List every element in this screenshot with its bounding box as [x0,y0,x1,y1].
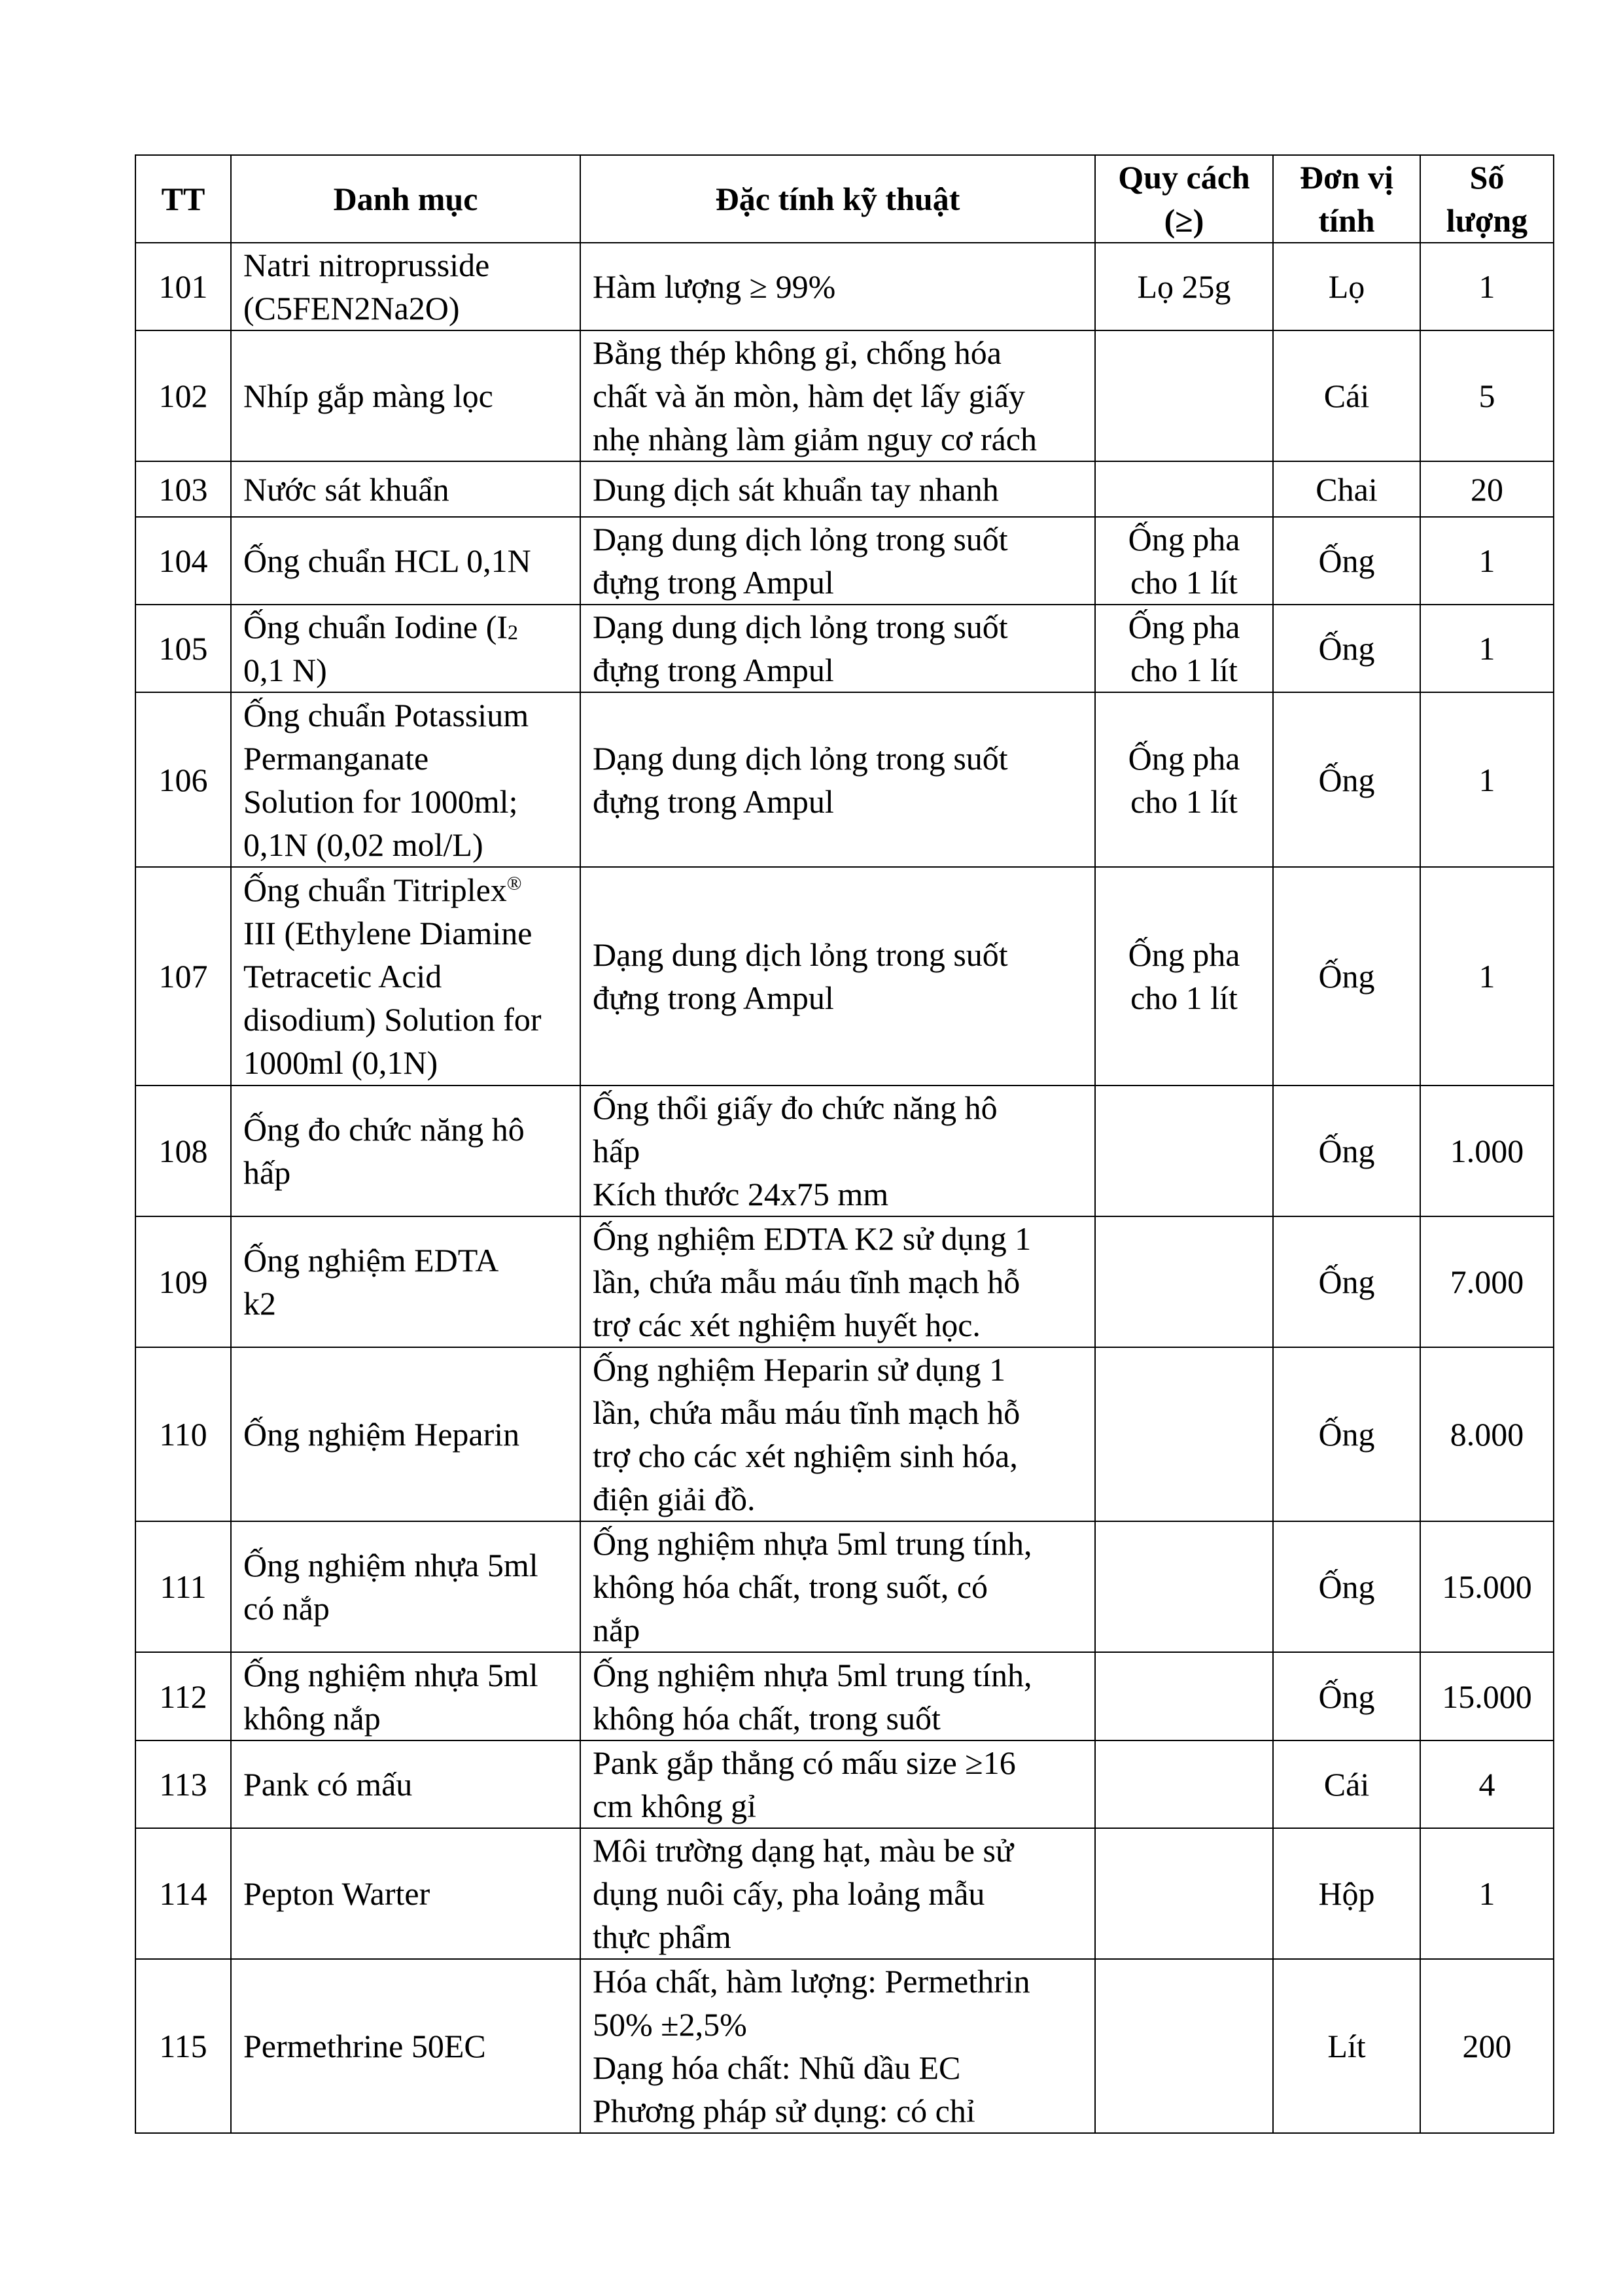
cell-so-luong: 7.000 [1420,1216,1554,1347]
cell-quy-cach [1095,1086,1273,1216]
table-row [135,692,1554,867]
cell-tt: 102 [135,330,231,461]
equipment-table [135,154,1554,2134]
cell-tt: 109 [135,1216,231,1347]
table-row [135,330,1554,461]
table-row [135,1740,1554,1828]
cell-quy-cach: Ống pha cho 1 lít [1095,605,1273,692]
cell-dac-tinh: Dạng dung dịch lỏng trong suốt đựng trong Ampul [580,692,1095,867]
table-row [135,1959,1554,2133]
table-row [135,1521,1554,1652]
cell-don-vi: Ống [1273,605,1420,692]
cell-quy-cach: Ống pha cho 1 lít [1095,517,1273,605]
cell-don-vi: Ống [1273,517,1420,605]
cell-dac-tinh: Dạng dung dịch lỏng trong suốt đựng trong Ampul [580,867,1095,1086]
cell-tt: 106 [135,692,231,867]
cell-so-luong: 1 [1420,692,1554,867]
cell-dac-tinh: Dạng dung dịch lỏng trong suốt đựng trong Ampul [580,605,1095,692]
cell-quy-cach [1095,461,1273,517]
cell-quy-cach [1095,1521,1273,1652]
cell-dac-tinh: Ống thổi giấy đo chức năng hô hấp Kích thước 24x75 mm [580,1086,1095,1216]
cell-danh-muc: Permethrine 50EC [231,1959,580,2133]
cell-tt: 107 [135,867,231,1086]
cell-danh-muc: Ống nghiệm nhựa 5ml có nắp [231,1521,580,1652]
header-so-luong: Số lượng [1420,155,1554,243]
cell-tt: 104 [135,517,231,605]
cell-don-vi: Lọ [1273,243,1420,330]
cell-dac-tinh: Môi trường dạng hạt, màu be sử dụng nuôi cấy, pha loảng mẫu thực phẩm [580,1828,1095,1959]
table-row [135,517,1554,605]
header-danh-muc: Danh mục [231,155,580,243]
table-row [135,867,1554,1086]
header-don-vi: Đơn vị tính [1273,155,1420,243]
cell-danh-muc: Ống đo chức năng hô hấp [231,1086,580,1216]
cell-quy-cach [1095,1347,1273,1521]
cell-danh-muc: Ống chuẩn Potassium Permanganate Solution for 1000ml; 0,1N (0,02 mol/L) [231,692,580,867]
cell-don-vi: Cái [1273,330,1420,461]
cell-quy-cach [1095,1959,1273,2133]
table-row [135,461,1554,517]
cell-dac-tinh: Pank gắp thẳng có mấu size ≥16 cm không gỉ [580,1740,1095,1828]
cell-don-vi: Ống [1273,1521,1420,1652]
cell-so-luong: 5 [1420,330,1554,461]
cell-tt: 108 [135,1086,231,1216]
cell-danh-muc: Natri nitroprusside (C5FEN2Na2O) [231,243,580,330]
cell-danh-muc: Ống chuẩn Titriplex® III (Ethylene Diamine Tetracetic Acid disodium) Solution for 1000ml (0,1N) [231,867,580,1086]
cell-quy-cach [1095,330,1273,461]
cell-danh-muc: Ống chuẩn Iodine ($I_2$ 0,1 N) [231,605,580,692]
cell-dac-tinh: Dung dịch sát khuẩn tay nhanh [580,461,1095,517]
table-header-row [135,155,1554,243]
cell-dac-tinh: Ống nghiệm nhựa 5ml trung tính, không hóa chất, trong suốt, có nắp [580,1521,1095,1652]
cell-dac-tinh: Bằng thép không gỉ, chống hóa chất và ăn mòn, hàm dẹt lấy giấy nhẹ nhàng làm giảm nguy cơ rách [580,330,1095,461]
cell-tt: 111 [135,1521,231,1652]
cell-tt: 114 [135,1828,231,1959]
cell-dac-tinh: Dạng dung dịch lỏng trong suốt đựng trong Ampul [580,517,1095,605]
cell-so-luong: 1 [1420,243,1554,330]
header-quy-cach: Quy cách (≥) [1095,155,1273,243]
cell-tt: 105 [135,605,231,692]
cell-tt: 103 [135,461,231,517]
cell-dac-tinh: Hóa chất, hàm lượng: Permethrin 50% ±2,5% Dạng hóa chất: Nhũ dầu EC Phương pháp sử dụng: có chỉ [580,1959,1095,2133]
subscript: 2 [508,620,519,644]
cell-don-vi: Ống [1273,1347,1420,1521]
table-row [135,605,1554,692]
cell-quy-cach [1095,1740,1273,1828]
cell-don-vi: Ống [1273,867,1420,1086]
header-tt: TT [135,155,231,243]
cell-so-luong: 8.000 [1420,1347,1554,1521]
cell-danh-muc: Ống nghiệm nhựa 5ml không nắp [231,1652,580,1740]
cell-tt: 110 [135,1347,231,1521]
cell-quy-cach: Ống pha cho 1 lít [1095,692,1273,867]
cell-don-vi: Cái [1273,1740,1420,1828]
table-row [135,1086,1554,1216]
header-dac-tinh: Đặc tính kỹ thuật [580,155,1095,243]
cell-danh-muc: Ống nghiệm Heparin [231,1347,580,1521]
cell-danh-muc: Ống nghiệm EDTA k2 [231,1216,580,1347]
cell-quy-cach [1095,1652,1273,1740]
cell-don-vi: Ống [1273,1652,1420,1740]
cell-danh-muc: Pepton Warter [231,1828,580,1959]
cell-quy-cach [1095,1828,1273,1959]
cell-dac-tinh: Ống nghiệm nhựa 5ml trung tính, không hóa chất, trong suốt [580,1652,1095,1740]
table-row [135,243,1554,330]
cell-tt: 112 [135,1652,231,1740]
cell-quy-cach [1095,1216,1273,1347]
cell-so-luong: 1.000 [1420,1086,1554,1216]
cell-don-vi: Ống [1273,692,1420,867]
table-row [135,1216,1554,1347]
cell-so-luong: 15.000 [1420,1652,1554,1740]
cell-don-vi: Lít [1273,1959,1420,2133]
cell-don-vi: Hộp [1273,1828,1420,1959]
cell-danh-muc: Nhíp gắp màng lọc [231,330,580,461]
cell-danh-muc: Ống chuẩn HCL 0,1N [231,517,580,605]
cell-dac-tinh: Ống nghiệm Heparin sử dụng 1 lần, chứa mẫu máu tĩnh mạch hỗ trợ cho các xét nghiệm sinh hóa, điện giải đồ. [580,1347,1095,1521]
table-row [135,1652,1554,1740]
cell-so-luong: 1 [1420,517,1554,605]
cell-so-luong: 1 [1420,867,1554,1086]
cell-danh-muc: Nước sát khuẩn [231,461,580,517]
cell-so-luong: 200 [1420,1959,1554,2133]
cell-quy-cach: Lọ 25g [1095,243,1273,330]
cell-don-vi: Ống [1273,1086,1420,1216]
cell-dac-tinh: Ống nghiệm EDTA K2 sử dụng 1 lần, chứa mẫu máu tĩnh mạch hỗ trợ các xét nghiệm huyết học. [580,1216,1095,1347]
cell-so-luong: 15.000 [1420,1521,1554,1652]
registered-mark: ® [506,872,522,894]
cell-so-luong: 20 [1420,461,1554,517]
cell-quy-cach: Ống pha cho 1 lít [1095,867,1273,1086]
cell-don-vi: Chai [1273,461,1420,517]
cell-so-luong: 1 [1420,1828,1554,1959]
cell-danh-muc: Pank có mấu [231,1740,580,1828]
cell-dac-tinh: Hàm lượng ≥ 99% [580,243,1095,330]
table-row [135,1347,1554,1521]
cell-don-vi: Ống [1273,1216,1420,1347]
cell-tt: 115 [135,1959,231,2133]
cell-tt: 113 [135,1740,231,1828]
table-row [135,1828,1554,1959]
cell-so-luong: 1 [1420,605,1554,692]
cell-so-luong: 4 [1420,1740,1554,1828]
cell-tt: 101 [135,243,231,330]
